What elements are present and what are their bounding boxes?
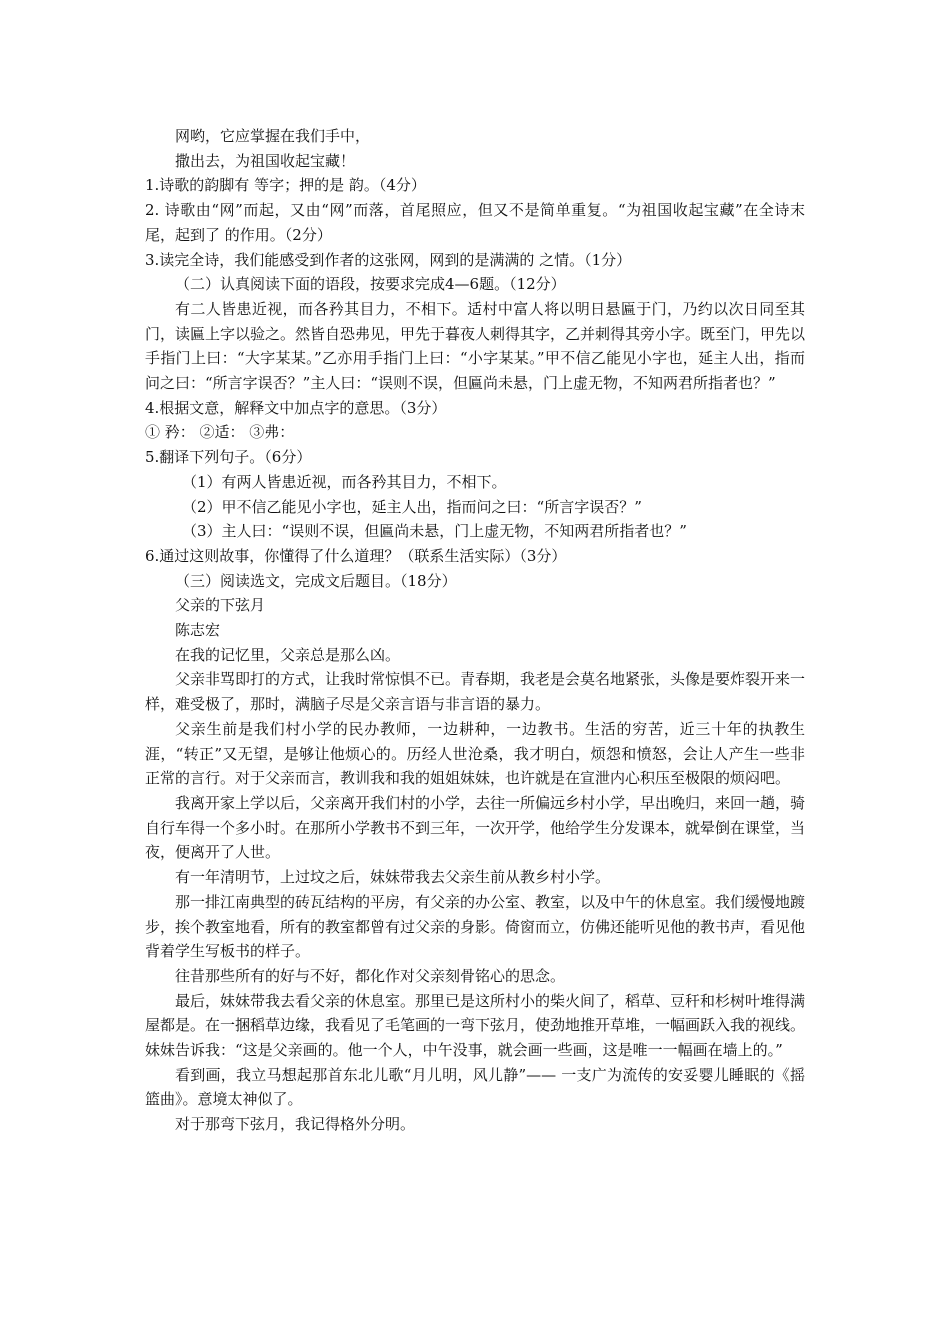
question-6: 6.通过这则故事，你懂得了什么道理？（联系生活实际）（3分）	[145, 546, 567, 565]
article-paragraph: 那一排江南典型的砖瓦结构的平房，有父亲的办公室、教室，以及中午的休息室。我们缓慢地踱步，挨个教室地看，所有的教室都曾有过父亲的身影。倚窗而立，仿佛还能听见他的教书声，看见他背着学生写板书的样子。	[145, 892, 806, 961]
question-5-item-2: （2）甲不信乙能见小字也，延主人出，指而问之曰：“所言字误否？”	[182, 497, 642, 516]
article-paragraph: 最后，妹妹带我去看父亲的休息室。那里已是这所村小的柴火间了，稻草、豆秆和杉树叶堆得满屋都是。在一捆稻草边缘，我看见了毛笔画的一弯下弦月，使劲地推开草堆，一幅画跃入我的视线。妹妹告诉我：“这是父亲画的。他一个人，中午没事，就会画一些画，这是唯一一幅画在墙上的。”	[145, 991, 806, 1060]
question-5-item-1: （1）有两人皆患近视，而各矜其目力，不相下。	[182, 472, 507, 491]
question-5: 5.翻译下列句子。（6分）	[145, 448, 312, 467]
question-3: 3.读完全诗，我们能感受到作者的这张网，网到的是满满的 之情。（1分）	[145, 250, 632, 269]
question-2: 2. 诗歌由“网”而起，又由“网”而落，首尾照应，但又不是简单重复。“为祖国收起宝藏”在全诗末尾，起到了 的作用。（2分）	[145, 201, 805, 244]
question-4-items: ① 矜： ②适： ③弗：	[145, 423, 295, 442]
question-5-item-3: （3）主人曰：“误则不误，但匾尚未悬，门上虚无物，不知两君所指者也？”	[182, 522, 687, 541]
document-body	[145, 124, 805, 1137]
poem-line-1: 网哟，它应掌握在我们手中，	[175, 127, 371, 145]
article-paragraph: 看到画，我立马想起那首东北儿歌“月儿明，风儿静”—— 一支广为流传的安妥婴儿睡眠的《摇篮曲》。意境太神似了。	[145, 1065, 805, 1109]
poem-line-2: 撒出去，为祖国收起宝藏！	[175, 151, 356, 170]
article-paragraph: 父亲生前是我们村小学的民办教师，一边耕种，一边教书。生活的穷苦，近三十年的执教生涯，“转正”又无望，是够让他烦心的。历经人世沧桑，我才明白，烦怨和愤怒，会让人产生一些非正常的言行。对于父亲而言，教训我和我的姐姐妹妹，也许就是在宣泄内心积压至极限的烦闷吧。	[145, 719, 805, 788]
article-paragraph: 我离开家上学以后，父亲离开我们村的小学，去往一所偏远乡村小学，早出晚归，来回一趟，骑自行车得一个多小时。在那所小学教书不到三年，一次开学，他给学生分发课本，就晕倒在课堂，当夜，便离开了人世。	[145, 793, 806, 862]
article-paragraph: 往昔那些所有的好与不好，都化作对父亲刻骨铭心的思念。	[175, 966, 566, 985]
section-2-heading: （二）认真阅读下面的语段，按要求完成4—6题。（12分）	[175, 275, 566, 294]
section-3-heading: （三）阅读选文，完成文后题目。（18分）	[175, 571, 457, 590]
question-1: 1.诗歌的韵脚有 等字；押的是 韵。（4分）	[145, 176, 426, 195]
article-paragraph: 父亲非骂即打的方式，让我时常惊惧不已。青春期，我老是会莫名地紧张，头像是要炸裂开来一样，难受极了，那时，满脑子尽是父亲言语与非言语的暴力。	[145, 670, 806, 714]
article-author: 陈志宏	[175, 621, 221, 640]
article-title: 父亲的下弦月	[175, 596, 266, 615]
article-paragraph: 有一年清明节，上过坟之后，妹妹带我去父亲生前从教乡村小学。	[175, 868, 611, 887]
classical-passage: 有二人皆患近视，而各矜其目力，不相下。适村中富人将以明日悬匾于门，乃约以次日同至其门，读匾上字以验之。然皆自恐弗见，甲先于暮夜人刺得其字，乙并刺得其旁小字。既至门，甲先以手指门上曰：“大字某某。”乙亦用手指门上曰：“小字某某。”甲不信乙能见小字也，延主人出，指而问之曰：“所言字误否？”主人曰：“误则不误，但匾尚未悬，门上虚无物，不知两君所指者也？”	[145, 299, 806, 393]
article-paragraph: 对于那弯下弦月，我记得格外分明。	[175, 1115, 416, 1134]
article-paragraph: 在我的记忆里，父亲总是那么凶。	[175, 645, 401, 664]
question-4: 4.根据文意，解释文中加点字的意思。（3分）	[145, 398, 447, 417]
